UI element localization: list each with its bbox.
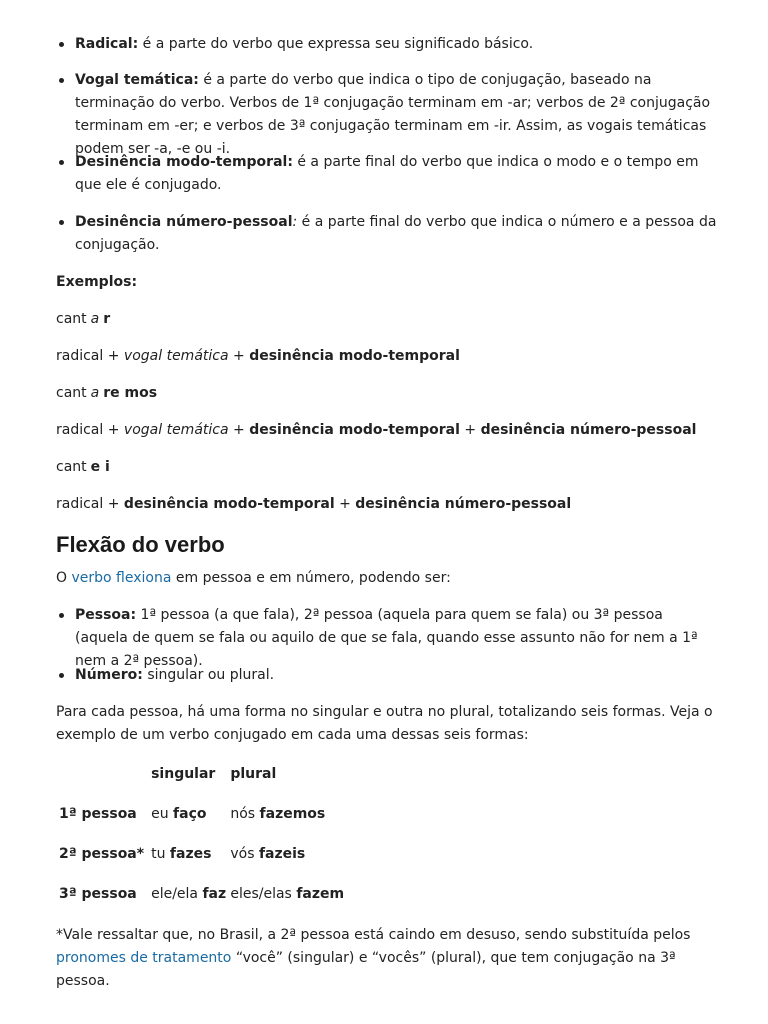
verbo-flexiona-link[interactable]: verbo flexiona bbox=[71, 570, 172, 586]
example-2-ending: re mos bbox=[103, 385, 158, 401]
term-pessoa: Pessoa: bbox=[75, 607, 137, 623]
verb-form: fazemos bbox=[259, 806, 326, 822]
label-radical: radical + bbox=[56, 422, 120, 438]
definition-pessoa: 1ª pessoa (a que fala), 2ª pessoa (aquela para quem se fala) ou 3ª pessoa (aquela de quem se fala ou aquilo de que se fala, quando esse assunto não for nem a 1ª nem a 2ª pessoa). bbox=[75, 607, 698, 669]
pronoun: vós bbox=[230, 846, 255, 862]
list-item-desinencia-modo-temporal bbox=[56, 151, 720, 197]
label-ending-modo-temporal: desinência modo-temporal bbox=[249, 422, 460, 438]
pronoun: tu bbox=[151, 846, 166, 862]
table-corner-cell bbox=[56, 754, 148, 794]
pronoun: eu bbox=[151, 806, 169, 822]
examples-heading bbox=[56, 271, 137, 294]
cell-singular bbox=[148, 834, 227, 874]
cell-singular bbox=[148, 794, 227, 834]
pronoun: nós bbox=[230, 806, 256, 822]
verb-form: faço bbox=[173, 806, 207, 822]
table-row bbox=[56, 794, 348, 834]
list-item-vogal-tematica bbox=[56, 69, 720, 161]
label-ending-modo-temporal: desinência modo-temporal bbox=[123, 496, 335, 512]
table-header-row bbox=[56, 754, 348, 794]
verb-parts-list bbox=[56, 33, 720, 56]
flexion-list-2 bbox=[56, 664, 720, 687]
row-header-person: 2ª pessoa* bbox=[59, 846, 145, 862]
example-2-vowel: a bbox=[90, 385, 100, 401]
example-2 bbox=[56, 382, 157, 405]
label-ending-numero-pessoal: desinência número-pessoal bbox=[480, 422, 697, 438]
examples-heading-text: Exemplos: bbox=[56, 274, 138, 290]
table-row bbox=[56, 874, 348, 914]
term-colon: : bbox=[292, 214, 298, 230]
flexion-list bbox=[56, 604, 720, 673]
cell-singular bbox=[148, 874, 227, 914]
cell-plural bbox=[227, 834, 348, 874]
label-ending-numero-pessoal: desinência número-pessoal bbox=[355, 496, 572, 512]
footnote-text: *Vale ressaltar que, no Brasil, a 2ª pessoa está caindo em desuso, sendo substituída pelos bbox=[56, 927, 691, 943]
list-item-pessoa bbox=[56, 604, 720, 673]
pronoun: eles/elas bbox=[230, 886, 292, 902]
row-header-person: 3ª pessoa bbox=[59, 886, 137, 902]
label-ending: desinência modo-temporal bbox=[249, 348, 460, 364]
verb-form: fazes bbox=[169, 846, 212, 862]
label-radical: radical + bbox=[56, 348, 120, 364]
example-2-radical: cant bbox=[56, 385, 87, 401]
conjugation-paragraph: Para cada pessoa, há uma forma no singular e outra no plural, totalizando seis formas. Veja o exemplo de um verbo conjugado em cada uma dessas seis formas: bbox=[56, 704, 713, 743]
term-radical: Radical: bbox=[75, 36, 139, 52]
example-1-vowel: a bbox=[90, 311, 100, 327]
example-3-label bbox=[56, 493, 571, 516]
label-radical: radical + bbox=[56, 496, 120, 512]
column-header-plural: plural bbox=[230, 766, 277, 782]
footnote bbox=[56, 924, 720, 993]
verb-form: fazeis bbox=[258, 846, 306, 862]
term-desinencia-modo-temporal: Desinência modo-temporal: bbox=[75, 154, 293, 170]
verb-parts-list-4 bbox=[56, 211, 720, 257]
pronomes-de-tratamento-link[interactable]: pronomes de tratamento bbox=[56, 950, 232, 966]
definition-desinencia-numero-pessoal: é a parte final do verbo que indica o número e a pessoa da conjugação. bbox=[75, 214, 717, 253]
example-3-radical: cant bbox=[56, 459, 87, 475]
term-numero: Número: bbox=[75, 667, 143, 683]
list-item-desinencia-numero-pessoal bbox=[56, 211, 720, 257]
verb-form: faz bbox=[202, 886, 227, 902]
example-1-radical: cant bbox=[56, 311, 87, 327]
list-item-radical bbox=[56, 33, 720, 56]
label-plus: + bbox=[339, 496, 351, 512]
column-header-singular: singular bbox=[151, 766, 216, 782]
footnote-text-end: “você” (singular) e “vocês” (plural), que tem conjugação na 3ª pessoa. bbox=[56, 950, 676, 989]
cell-plural bbox=[227, 874, 348, 914]
definition-desinencia-modo-temporal: é a parte final do verbo que indica o modo e o tempo em que ele é conjugado. bbox=[75, 154, 699, 193]
verb-parts-list-3 bbox=[56, 151, 720, 197]
verb-parts-list-2 bbox=[56, 69, 720, 161]
label-plus: + bbox=[233, 422, 245, 438]
section-heading: Flexão do verbo bbox=[56, 532, 225, 557]
term-desinencia-numero-pessoal: Desinência número-pessoal bbox=[75, 214, 293, 230]
intro-prefix: O bbox=[56, 570, 68, 586]
section-intro bbox=[56, 567, 451, 590]
label-vowel: vogal temática bbox=[123, 422, 229, 438]
example-1-ending: r bbox=[103, 311, 111, 327]
pronoun: ele/ela bbox=[151, 886, 199, 902]
label-vowel: vogal temática bbox=[123, 348, 229, 364]
example-1-label bbox=[56, 345, 460, 368]
conjugation-table bbox=[56, 754, 348, 914]
example-3 bbox=[56, 456, 110, 479]
definition-vogal-tematica: é a parte do verbo que indica o tipo de conjugação, baseado na terminação do verbo. Verbos de 1ª conjugação terminam em -ar; verbos de 2ª conjugação terminam em -er; e verbos de 3ª conjugação terminam em -ir. Assim, as vogais temáticas podem ser -a, -e ou -i. bbox=[75, 72, 711, 157]
table-row bbox=[56, 834, 348, 874]
intro-suffix: em pessoa e em número, podendo ser: bbox=[175, 570, 451, 586]
cell-plural bbox=[227, 794, 348, 834]
verb-form: fazem bbox=[296, 886, 345, 902]
example-1 bbox=[56, 308, 110, 331]
label-plus: + bbox=[464, 422, 477, 438]
definition-numero: singular ou plural. bbox=[142, 667, 275, 683]
example-3-ending: e i bbox=[90, 459, 110, 475]
row-header-person: 1ª pessoa bbox=[59, 806, 137, 822]
list-item-numero bbox=[56, 664, 720, 687]
label-plus: + bbox=[233, 348, 245, 364]
example-2-label bbox=[56, 419, 696, 442]
definition-radical: é a parte do verbo que expressa seu significado básico. bbox=[138, 36, 534, 52]
term-vogal-tematica: Vogal temática: bbox=[75, 72, 199, 88]
